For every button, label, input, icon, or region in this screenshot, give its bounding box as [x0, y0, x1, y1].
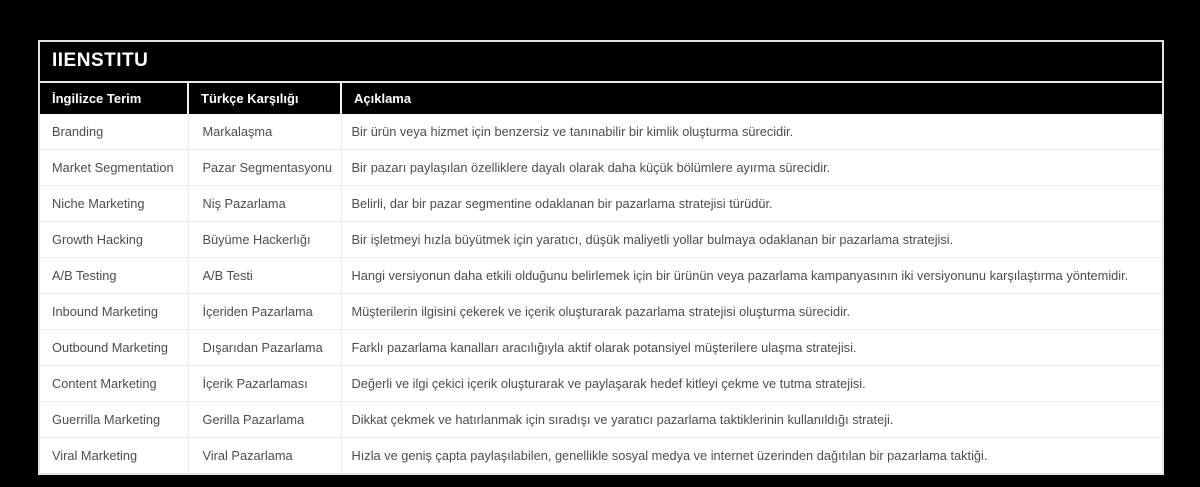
cell-description: Bir işletmeyi hızla büyütmek için yaratıcı, düşük maliyetli yollar bulmaya odaklanan bir pazarlama stratejisi. [341, 222, 1162, 258]
glossary-table-frame [38, 40, 1164, 475]
cell-turkish-term: A/B Testi [188, 258, 341, 294]
cell-description: Bir ürün veya hizmet için benzersiz ve tanınabilir bir kimlik oluşturma sürecidir. [341, 114, 1162, 150]
cell-english-term: Inbound Marketing [40, 294, 188, 330]
glossary-table [40, 83, 1162, 473]
table-row [40, 222, 1162, 258]
cell-description: Bir pazarı paylaşılan özelliklere dayalı olarak daha küçük bölümlere ayırma sürecidir. [341, 150, 1162, 186]
column-header-turkish-equivalent: Türkçe Karşılığı [188, 83, 341, 114]
cell-english-term: Growth Hacking [40, 222, 188, 258]
cell-english-term: Niche Marketing [40, 186, 188, 222]
cell-description: Değerli ve ilgi çekici içerik oluşturarak ve paylaşarak hedef kitleyi çekme ve tutma stratejisi. [341, 366, 1162, 402]
cell-english-term: Content Marketing [40, 366, 188, 402]
cell-description: Belirli, dar bir pazar segmentine odaklanan bir pazarlama stratejisi türüdür. [341, 186, 1162, 222]
cell-description: Müşterilerin ilgisini çekerek ve içerik oluşturarak pazarlama stratejisi oluşturma sürecidir. [341, 294, 1162, 330]
table-row [40, 150, 1162, 186]
cell-turkish-term: Dışarıdan Pazarlama [188, 330, 341, 366]
cell-turkish-term: Gerilla Pazarlama [188, 402, 341, 438]
cell-description: Farklı pazarlama kanalları aracılığıyla aktif olarak potansiyel müşterilere ulaşma stratejisi. [341, 330, 1162, 366]
glossary-table-body [40, 114, 1162, 473]
cell-turkish-term: Pazar Segmentasyonu [188, 150, 341, 186]
table-row [40, 366, 1162, 402]
cell-turkish-term: Niş Pazarlama [188, 186, 341, 222]
cell-description: Hangi versiyonun daha etkili olduğunu belirlemek için bir ürünün veya pazarlama kampanyasının iki versiyonunu karşılaştırma yöntemidir. [341, 258, 1162, 294]
table-row [40, 258, 1162, 294]
table-row [40, 402, 1162, 438]
cell-english-term: A/B Testing [40, 258, 188, 294]
cell-english-term: Branding [40, 114, 188, 150]
table-row [40, 438, 1162, 474]
cell-turkish-term: İçeriden Pazarlama [188, 294, 341, 330]
table-row [40, 114, 1162, 150]
cell-description: Dikkat çekmek ve hatırlanmak için sıradışı ve yaratıcı pazarlama taktiklerinin kullanıldığı strateji. [341, 402, 1162, 438]
cell-english-term: Outbound Marketing [40, 330, 188, 366]
column-header-row [40, 83, 1162, 114]
cell-description: Hızla ve geniş çapta paylaşılabilen, genellikle sosyal medya ve internet üzerinden dağıtılan bir pazarlama taktiği. [341, 438, 1162, 474]
cell-turkish-term: Viral Pazarlama [188, 438, 341, 474]
cell-english-term: Viral Marketing [40, 438, 188, 474]
cell-turkish-term: Markalaşma [188, 114, 341, 150]
table-row [40, 294, 1162, 330]
cell-turkish-term: Büyüme Hackerlığı [188, 222, 341, 258]
column-header-english-term: İngilizce Terim [40, 83, 188, 114]
table-row [40, 186, 1162, 222]
column-header-description: Açıklama [341, 83, 1162, 114]
brand-title: IIENSTITU [40, 42, 1162, 83]
table-row [40, 330, 1162, 366]
cell-english-term: Guerrilla Marketing [40, 402, 188, 438]
cell-english-term: Market Segmentation [40, 150, 188, 186]
cell-turkish-term: İçerik Pazarlaması [188, 366, 341, 402]
